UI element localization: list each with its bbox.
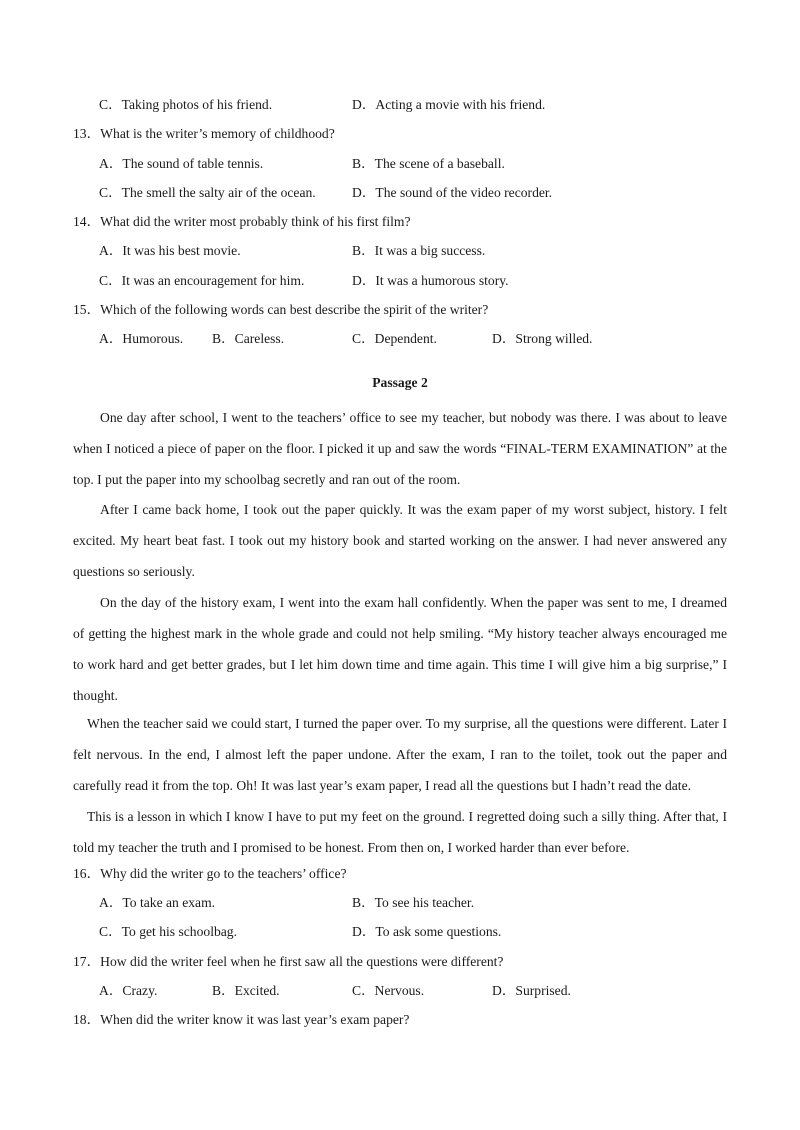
q15-option-a: A．Humorous. (99, 331, 184, 346)
passage-paragraph-3: On the day of the history exam, I went into the exam hall confidently. When the paper was sent to me, I dreamed of getting the highest mark in the whole grade and could not help smiling. “My history teacher always encouraged me to work hard and get better grades, but I let him down time and time again. This time I will give him a big surprise,” I thought. (73, 595, 727, 703)
q13-option-a: A．The sound of table tennis. (99, 156, 264, 171)
q16-option-b: B．To see his teacher. (352, 895, 475, 910)
q17-option-a: A．Crazy. (99, 983, 158, 998)
q14-option-a: A．It was his best movie. (99, 243, 241, 258)
q12-option-d: D．Acting a movie with his friend. (352, 97, 546, 112)
question-17: 17．How did the writer feel when he first saw all the questions were different? (73, 954, 504, 969)
q16-option-c: C．To get his schoolbag. (99, 924, 237, 939)
q13-option-d: D．The sound of the video recorder. (352, 185, 553, 200)
question-15: 15．Which of the following words can best describe the spirit of the writer? (73, 302, 489, 317)
q17-option-d: D．Surprised. (492, 983, 571, 998)
question-13: 13．What is the writer’s memory of childhood? (73, 126, 335, 141)
question-18: 18．When did the writer know it was last year’s exam paper? (73, 1012, 410, 1027)
passage-paragraph-4: When the teacher said we could start, I turned the paper over. To my surprise, all the questions were different. Later I felt nervous. In the end, I almost left the paper undone. After the exam, I ran to the toilet, took out the paper and carefully read it from the top. Oh! It was last year’s exam paper, I read all the questions but I hadn’t read the date. (73, 716, 727, 793)
q13-option-b: B．The scene of a baseball. (352, 156, 505, 171)
q12-option-c: C．Taking photos of his friend. (99, 97, 273, 112)
q16-option-d: D．To ask some questions. (352, 924, 502, 939)
q17-option-c: C．Nervous. (352, 983, 425, 998)
q15-option-b: B．Careless. (212, 331, 285, 346)
q14-option-d: D．It was a humorous story. (352, 273, 509, 288)
q16-option-a: A．To take an exam. (99, 895, 216, 910)
passage-paragraph-5: This is a lesson in which I know I have to put my feet on the ground. I regretted doing such a silly thing. After that, I told my teacher the truth and I promised to be honest. From then on, I worked harder than ever before. (73, 809, 727, 855)
q13-option-c: C．The smell the salty air of the ocean. (99, 185, 316, 200)
q15-option-c: C．Dependent. (352, 331, 437, 346)
q14-option-c: C．It was an encouragement for him. (99, 273, 305, 288)
question-16: 16．Why did the writer go to the teachers’ office? (73, 866, 347, 881)
q14-option-b: B．It was a big success. (352, 243, 486, 258)
passage-title: Passage 2 (372, 375, 428, 390)
passage-paragraph-2: After I came back home, I took out the paper quickly. It was the exam paper of my worst subject, history. I felt excited. My heart beat fast. I took out my history book and started working on the answer. I had never answered any questions so seriously. (73, 502, 727, 579)
question-14: 14．What did the writer most probably think of his first film? (73, 214, 411, 229)
q15-option-d: D．Strong willed. (492, 331, 593, 346)
passage-paragraph-1: One day after school, I went to the teachers’ office to see my teacher, but nobody was there. I was about to leave when I noticed a piece of paper on the floor. I picked it up and saw the words “FINAL-TERM EXAMINATION” at the top. I put the paper into my schoolbag secretly and ran out of the room. (73, 410, 727, 487)
q17-option-b: B．Excited. (212, 983, 280, 998)
